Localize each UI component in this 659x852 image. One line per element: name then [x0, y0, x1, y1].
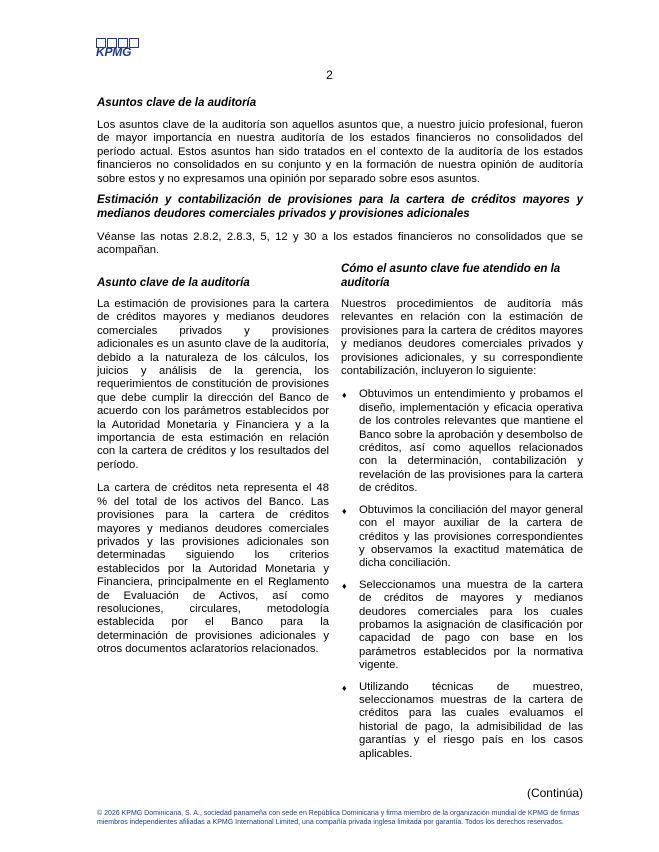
kpmg-logo: [96, 38, 142, 60]
left-column-heading: Asunto clave de la auditoría: [97, 277, 250, 289]
procedures-list: [341, 388, 583, 761]
page-number: 2: [326, 68, 333, 82]
left-paragraph: La estimación de provisiones para la cartera de créditos mayores y medianos deudores comerciales privados y provisiones adicionales es un asunto clave de la auditoría, debido a la naturaleza de los cálculos, los juicios y análisis de la gerencia, los requerimientos de constitución de provisiones que debe cumplir la dirección del Banco de acuerdo con los parámetros establecidos por la Autoridad Monetaria y Financiera y a la importancia de esta estimación en relación con la cartera de créditos y los resultados del período.: [97, 298, 329, 471]
list-item: [341, 388, 583, 495]
section1-title: Asuntos clave de la auditoría: [97, 97, 257, 109]
section2-notes: Véanse las notas 2.8.2, 2.8.3, 5, 12 y 30 a los estados financieros no consolidados que se acompañan.: [97, 231, 583, 257]
diamond-bullet-icon: ♦: [342, 682, 347, 693]
right-column-heading: Cómo el asunto clave fue atendido en la auditoría: [341, 263, 561, 289]
footer-copyright: © 2026 KPMG Dominicana, S. A., sociedad panameña con sede en República Dominicana y firma miembro de la organización mundial de KPMG de firmas miembros independientes afiliadas a KPMG International Limited, una compañía privada inglesa limitada por garantía. Todos los derechos reservados.: [97, 810, 580, 826]
continua-label: (Continúa): [526, 786, 583, 800]
diamond-bullet-icon: ♦: [342, 580, 347, 591]
section2-title: Estimación y contabilización de provisiones para la cartera de créditos mayores y medianos deudores comerciales privados y provisiones adicionales: [97, 194, 583, 220]
diamond-bullet-icon: ♦: [342, 390, 347, 401]
list-item-text: Obtuvimos la conciliación del mayor general con el mayor auxiliar de la cartera de créditos y las provisiones correspondientes y observamos la exactitud matemática de dicha conciliación.: [359, 503, 583, 570]
list-item-text: Seleccionamos una muestra de la cartera de créditos de mayores y medianos deudores comerciales para los cuales probamos la asignación de clasificación por capacidad de pago con base en los parámetros establecidos por la normativa vigente.: [359, 578, 583, 672]
diamond-bullet-icon: ♦: [342, 505, 347, 516]
logo-word: KPMG: [96, 45, 132, 59]
list-item: [341, 579, 583, 673]
list-item: [341, 681, 583, 761]
list-item-text: Obtuvimos un entendimiento y probamos el diseño, implementación y eficacia operativa de los controles relevantes que mantiene el Banco sobre la aprobación y desembolso de créditos, así como aquellos relacionados con la determinación, contabilización y revelación de las provisiones para la cartera de créditos.: [359, 388, 583, 495]
left-paragraph: La cartera de créditos neta representa el 48 % del total de los activos del Banco. Las provisiones para la cartera de créditos mayores y medianos deudores comerciales privados y las provisiones adicionales son determinadas siguiendo los criterios establecidos por la Autoridad Monetaria y Financiera, principalmente en el Reglamento de Evaluación de Activos, así como resoluciones, circulares, metodología establecida por el Banco para la determinación de provisiones adicionales y otros documentos aclaratorios relacionados.: [97, 482, 329, 656]
section-estimacion: [97, 193, 583, 258]
section-asuntos-clave: [97, 96, 583, 186]
right-column: [341, 262, 583, 769]
list-item: [341, 504, 583, 571]
right-intro: Nuestros procedimientos de auditoría más relevantes en relación con la estimación de provisiones para la cartera de créditos mayores y medianos deudores comerciales privados y provisiones adicionales, y su correspondiente contabilización, incluyeron lo siguiente:: [341, 298, 583, 378]
left-column: [97, 276, 329, 667]
section1-paragraph: Los asuntos clave de la auditoría son aquellos asuntos que, a nuestro juicio profesional, fueron de mayor importancia en nuestra auditoría de los estados financieros no consolidados del período actual. Estos asuntos han sido tratados en el contexto de la auditoría de los estados financieros no consolidados en su conjunto y en la formación de nuestra opinión de auditoría sobre estos y no expresamos una opinión por separado sobre esos asuntos.: [97, 119, 583, 185]
list-item-text: Utilizando técnicas de muestreo, seleccionamos muestras de la cartera de créditos para las cuales evaluamos el historial de pago, la admisibilidad de las garantías y el riesgo país en los casos aplicables.: [359, 680, 583, 760]
